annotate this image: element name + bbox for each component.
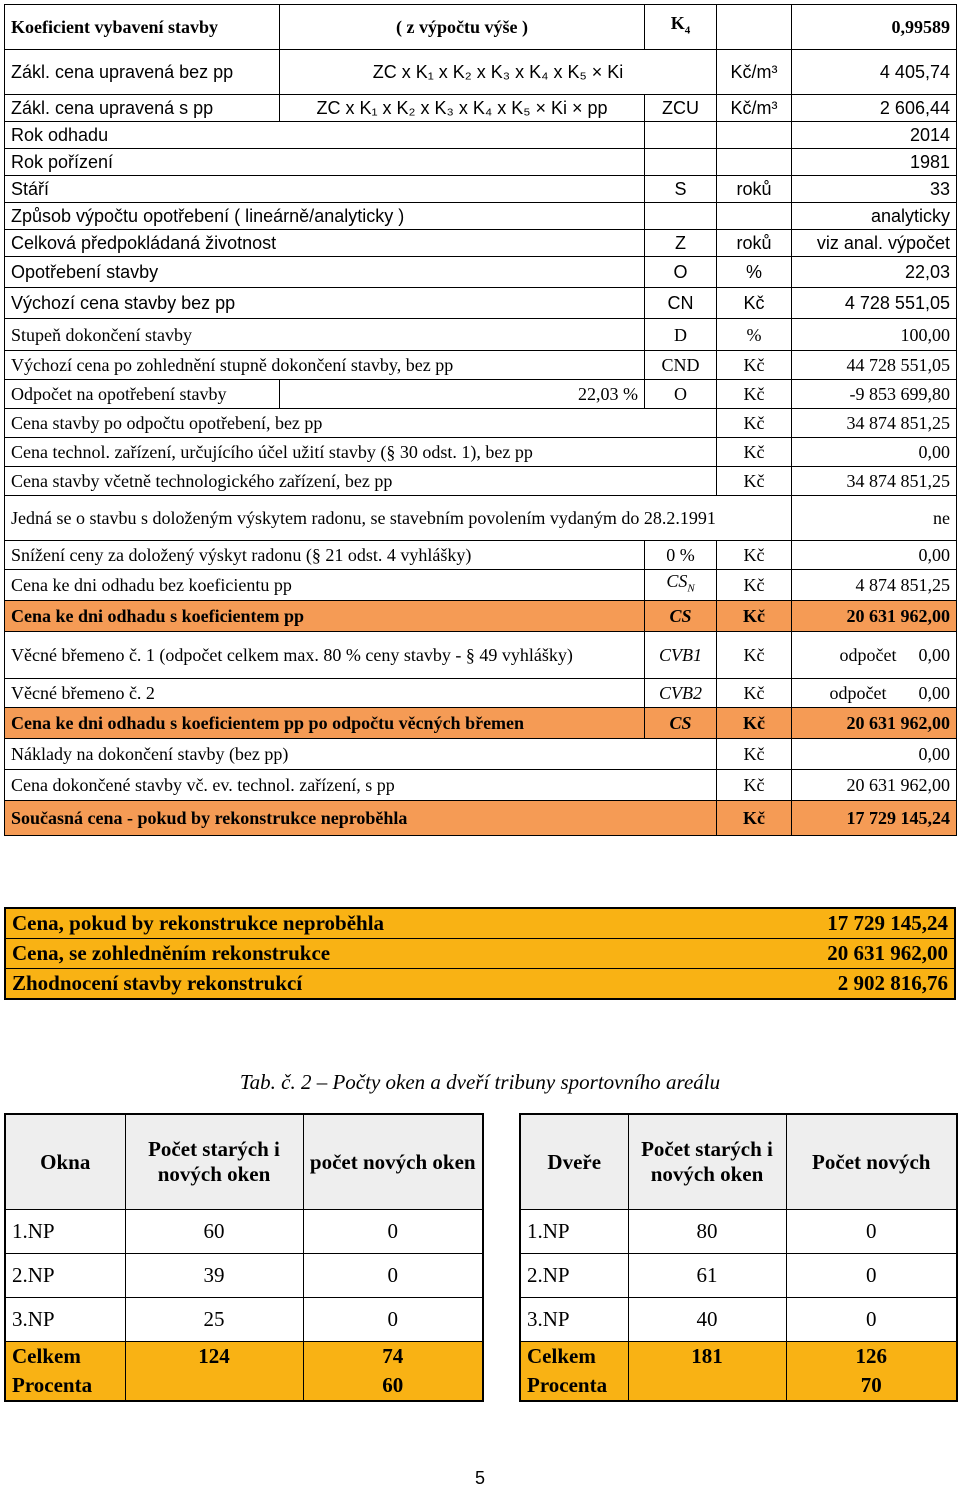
row-unit: Kč (717, 801, 792, 836)
row-label: Věcné břemeno č. 1 (odpočet celkem max. 80 % ceny stavby - § 49 vyhlášky) (5, 632, 645, 679)
row-value: 34 874 851,25 (792, 409, 957, 438)
row-unit: Kč (717, 570, 792, 601)
row-unit: Kč (717, 438, 792, 467)
value-cell: 0 (786, 1254, 957, 1298)
table-row (520, 1210, 957, 1254)
value-cell: 80 (628, 1210, 786, 1254)
row-value: 0,99589 (792, 5, 957, 50)
row-value: 4 728 551,05 (792, 288, 957, 319)
column-header: Okna (5, 1114, 125, 1210)
table-row-highlight (5, 801, 957, 836)
value-cell: 0 (303, 1298, 483, 1342)
row-symbol: O (645, 257, 717, 288)
table-row (5, 467, 957, 496)
table-row (5, 541, 957, 570)
row-value: odpočet 0,00 (792, 632, 957, 679)
value-cell: 0 (786, 1210, 957, 1254)
row-label: Náklady na dokončení stavby (bez pp) (5, 739, 717, 770)
floor-cell: 1.NP (520, 1210, 628, 1254)
row-unit: Kč (717, 708, 792, 739)
row-label: Odpočet na opotřebení stavby (5, 380, 280, 409)
table-row (5, 203, 957, 230)
floor-cell: 3.NP (5, 1298, 125, 1342)
row-percent: 0 % (645, 541, 717, 570)
table-row (5, 122, 957, 149)
empty-cell (717, 203, 792, 230)
table-row (5, 438, 957, 467)
table-row (5, 679, 957, 708)
table-row (5, 230, 957, 257)
table-header-row (5, 1114, 483, 1210)
row-label: Zákl. cena upravená bez pp (5, 50, 280, 95)
table-row (520, 1298, 957, 1342)
column-header: počet nových oken (303, 1114, 483, 1210)
row-symbol: CN (645, 288, 717, 319)
row-label: Opotřebení stavby (5, 257, 645, 288)
row-unit: Kč/m³ (717, 95, 792, 122)
row-label: Cena ke dni odhadu bez koeficientu pp (5, 570, 645, 601)
value-cell: 0 (786, 1298, 957, 1342)
table-row (5, 1254, 483, 1298)
summary-label: Zhodnocení stavby rekonstrukcí (5, 969, 710, 1000)
percent-value: 60 (303, 1371, 483, 1401)
row-unit: Kč (717, 351, 792, 380)
row-label: Výchozí cena stavby bez pp (5, 288, 645, 319)
table-row (5, 257, 957, 288)
column-header: Počet starých i nových oken (125, 1114, 303, 1210)
row-value: 4 874 851,25 (792, 570, 957, 601)
row-symbol: CND (645, 351, 717, 380)
floor-cell: 3.NP (520, 1298, 628, 1342)
row-unit: Kč (717, 541, 792, 570)
floor-cell: 2.NP (5, 1254, 125, 1298)
row-label: Cena ke dni odhadu s koeficientem pp po odpočtu věcných břemen (5, 708, 645, 739)
row-symbol: ZCU (645, 95, 717, 122)
row-unit: % (717, 257, 792, 288)
percent-label: Procenta (5, 1371, 125, 1401)
total-value: 74 (303, 1342, 483, 1372)
row-formula: ZC x K₁ x K₂ x K₃ x K₄ x K₅ × Ki × pp (280, 95, 645, 122)
column-header: Dveře (520, 1114, 628, 1210)
percent-value (628, 1371, 786, 1401)
table-row (5, 319, 957, 351)
row-label: Rok odhadu (5, 122, 645, 149)
table-row (5, 770, 957, 801)
row-value: 0,00 (792, 438, 957, 467)
table-row (5, 5, 957, 50)
floor-cell: 1.NP (5, 1210, 125, 1254)
row-label: Věcné břemeno č. 2 (5, 679, 645, 708)
valuation-table (4, 4, 957, 836)
row-unit: Kč (717, 601, 792, 632)
row-value: analyticky (792, 203, 957, 230)
row-label: Cena stavby po odpočtu opotřebení, bez pp (5, 409, 717, 438)
row-value: 1981 (792, 149, 957, 176)
summary-label: Cena, se zohledněním rekonstrukce (5, 939, 710, 969)
deduction-note: odpočet (829, 683, 887, 703)
empty-cell (645, 122, 717, 149)
row-value: 2 606,44 (792, 95, 957, 122)
row-percent: 22,03 % (280, 380, 645, 409)
row-label: Cena dokončené stavby vč. ev. technol. zařízení, s pp (5, 770, 717, 801)
row-value: 4 405,74 (792, 50, 957, 95)
row-unit: Kč (717, 632, 792, 679)
row-symbol: CVB2 (645, 679, 717, 708)
row-value: 34 874 851,25 (792, 467, 957, 496)
row-label: Stáří (5, 176, 645, 203)
row-value: 20 631 962,00 (792, 601, 957, 632)
row-unit (717, 5, 792, 50)
table-row (5, 1210, 483, 1254)
empty-cell (717, 122, 792, 149)
row-unit: Kč/m³ (717, 50, 792, 95)
row-label: Stupeň dokončení stavby (5, 319, 645, 351)
total-value: 124 (125, 1342, 303, 1372)
summary-row (5, 969, 955, 1000)
summary-table (4, 907, 956, 1000)
total-label: Celkem (520, 1342, 628, 1372)
percent-value (125, 1371, 303, 1401)
row-value: 20 631 962,00 (792, 770, 957, 801)
table-header-row (520, 1114, 957, 1210)
row-symbol: CS (645, 601, 717, 632)
table-row (5, 380, 957, 409)
table-row-highlight (5, 708, 957, 739)
row-unit: Kč (717, 288, 792, 319)
row-unit: Kč (717, 467, 792, 496)
row-label: Rok pořízení (5, 149, 645, 176)
total-value: 126 (786, 1342, 957, 1372)
percent-row (520, 1371, 957, 1401)
total-row (5, 1342, 483, 1372)
table-row (5, 288, 957, 319)
column-header: Počet starých i nových oken (628, 1114, 786, 1210)
row-value: 22,03 (792, 257, 957, 288)
table-row (520, 1254, 957, 1298)
row-symbol: CS (645, 708, 717, 739)
row-value: viz anal. výpočet (792, 230, 957, 257)
table-row (5, 95, 957, 122)
row-value: 17 729 145,24 (792, 801, 957, 836)
row-label: Způsob výpočtu opotřebení ( lineárně/analyticky ) (5, 203, 645, 230)
row-label: Cena technol. zařízení, určujícího účel užití stavby (§ 30 odst. 1), bez pp (5, 438, 717, 467)
value-cell: 25 (125, 1298, 303, 1342)
empty-cell (717, 149, 792, 176)
table-row (5, 1298, 483, 1342)
row-symbol: D (645, 319, 717, 351)
row-value: ne (792, 496, 957, 541)
table-row (5, 739, 957, 770)
value-cell: 61 (628, 1254, 786, 1298)
table-row (5, 409, 957, 438)
value-cell: 40 (628, 1298, 786, 1342)
row-label: Cena stavby včetně technologického zařízení, bez pp (5, 467, 717, 496)
value-cell: 39 (125, 1254, 303, 1298)
doors-table (519, 1113, 958, 1402)
row-value: 0,00 (792, 739, 957, 770)
percent-row (5, 1371, 483, 1401)
row-value: 20 631 962,00 (792, 708, 957, 739)
row-unit: Kč (717, 380, 792, 409)
table-row (5, 50, 957, 95)
table-row (5, 496, 957, 541)
floor-cell: 2.NP (520, 1254, 628, 1298)
summary-row (5, 939, 955, 969)
value-cell: 0 (303, 1210, 483, 1254)
summary-value: 17 729 145,24 (710, 908, 955, 939)
summary-value: 2 902 816,76 (710, 969, 955, 1000)
table-row (5, 351, 957, 380)
row-value: 2014 (792, 122, 957, 149)
percent-value: 70 (786, 1371, 957, 1401)
summary-row (5, 908, 955, 939)
table-row (5, 176, 957, 203)
row-value: -9 853 699,80 (792, 380, 957, 409)
total-row (520, 1342, 957, 1372)
row-symbol: CVB1 (645, 632, 717, 679)
row-symbol: $CS_N$ (645, 570, 717, 601)
row-symbol: S (645, 176, 717, 203)
value-cell: 0 (303, 1254, 483, 1298)
table-row (5, 149, 957, 176)
row-label: Snížení ceny za doložený výskyt radonu (§ 21 odst. 4 vyhlášky) (5, 541, 645, 570)
table-row-highlight (5, 601, 957, 632)
row-unit: Kč (717, 409, 792, 438)
total-value: 181 (628, 1342, 786, 1372)
row-unit: Kč (717, 739, 792, 770)
summary-label: Cena, pokud by rekonstrukce neproběhla (5, 908, 710, 939)
summary-value: 20 631 962,00 (710, 939, 955, 969)
table-caption: Tab. č. 2 – Počty oken a dveří tribuny sportovního areálu (239, 1070, 721, 1094)
row-label: Současná cena - pokud by rekonstrukce neproběhla (5, 801, 717, 836)
row-unit: roků (717, 230, 792, 257)
empty-cell (645, 203, 717, 230)
row-unit: roků (717, 176, 792, 203)
value-cell: 60 (125, 1210, 303, 1254)
row-symbol: $K_4$ (645, 5, 717, 50)
row-formula: ( z výpočtu výše ) (280, 5, 645, 50)
empty-cell (645, 149, 717, 176)
column-header: Počet nových (786, 1114, 957, 1210)
row-formula: ZC x K₁ x K₂ x K₃ x K₄ x K₅ × Ki (280, 50, 717, 95)
row-label: Celková předpokládaná životnost (5, 230, 645, 257)
row-value: 0,00 (792, 541, 957, 570)
row-value: odpočet 0,00 (792, 679, 957, 708)
deduction-note: odpočet (839, 645, 897, 665)
row-label: Výchozí cena po zohlednění stupně dokončení stavby, bez pp (5, 351, 645, 380)
row-unit: Kč (717, 679, 792, 708)
windows-table (4, 1113, 484, 1402)
table-row (5, 632, 957, 679)
row-symbol: Z (645, 230, 717, 257)
table-row (5, 570, 957, 601)
row-symbol: O (645, 380, 717, 409)
row-label: Cena ke dni odhadu s koeficientem pp (5, 601, 645, 632)
percent-label: Procenta (520, 1371, 628, 1401)
row-label: Jedná se o stavbu s doloženým výskytem radonu, se stavebním povolením vydaným do 28.2.1991 (5, 496, 792, 541)
row-value: 44 728 551,05 (792, 351, 957, 380)
row-label: Zákl. cena upravená s pp (5, 95, 280, 122)
row-label: Koeficient vybavení stavby (5, 5, 280, 50)
row-value: 100,00 (792, 319, 957, 351)
row-value: 33 (792, 176, 957, 203)
page-number: 5 (474, 1468, 485, 1488)
row-unit: Kč (717, 770, 792, 801)
total-label: Celkem (5, 1342, 125, 1372)
row-unit: % (717, 319, 792, 351)
